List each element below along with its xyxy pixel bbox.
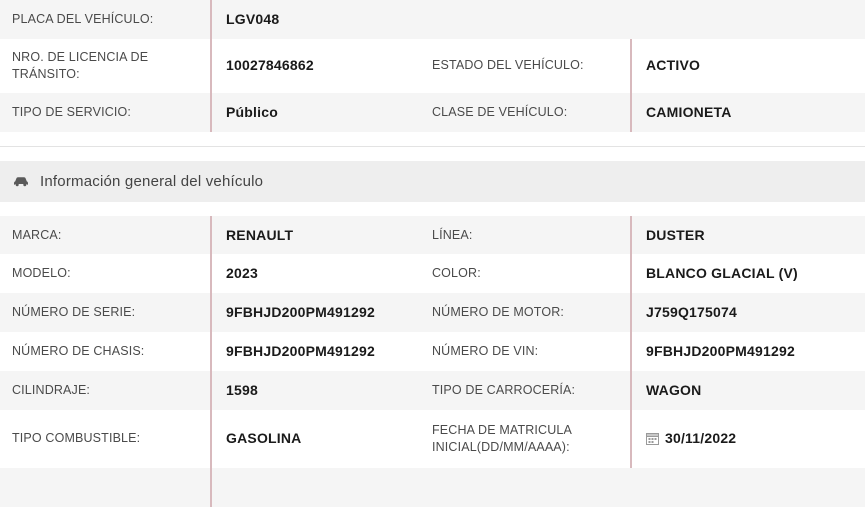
- table-row: [0, 410, 865, 468]
- field-value: CAMIONETA: [630, 93, 865, 132]
- table-row: [0, 254, 865, 293]
- date-value: 30/11/2022: [665, 430, 737, 447]
- field-value: LGV048: [210, 0, 865, 39]
- field-label: TIPO DE CARROCERÍA:: [432, 383, 576, 398]
- table-row: [0, 293, 865, 332]
- field-label: NÚMERO DE SERIE:: [12, 305, 136, 320]
- table-row: [0, 0, 865, 39]
- field-label: NÚMERO DE MOTOR:: [432, 305, 565, 320]
- table-row: [0, 332, 865, 371]
- car-icon: [12, 174, 30, 188]
- table-row: [0, 93, 865, 132]
- field-label: PLACA DEL VEHÍCULO:: [12, 12, 154, 26]
- field-value: 9FBHJD200PM491292: [630, 332, 865, 371]
- field-value-date: [630, 410, 865, 468]
- field-label: TIPO COMBUSTIBLE:: [12, 431, 141, 446]
- block-gap: [0, 132, 865, 146]
- field-value: ACTIVO: [630, 39, 865, 93]
- field-label: ESTADO DEL VEHÍCULO:: [432, 58, 584, 73]
- field-value: 2023: [210, 254, 422, 293]
- field-label: NÚMERO DE CHASIS:: [12, 344, 145, 359]
- table-row: [0, 371, 865, 410]
- field-value: RENAULT: [210, 216, 422, 255]
- section-title: Información general del vehículo: [40, 172, 264, 190]
- table-row: [0, 216, 865, 255]
- field-value: 1598: [210, 371, 422, 410]
- field-value: BLANCO GLACIAL (V): [630, 254, 865, 293]
- field-label: MODELO:: [12, 266, 71, 281]
- field-label: FECHA DE MATRICULA INICIAL(DD/MM/AAAA):: [432, 422, 572, 454]
- section-header: [0, 161, 865, 202]
- field-value: WAGON: [630, 371, 865, 410]
- block-gap: [0, 202, 865, 216]
- field-label: TIPO DE SERVICIO:: [12, 104, 132, 119]
- field-value: Público: [210, 93, 422, 132]
- field-label: CLASE DE VEHÍCULO:: [432, 104, 568, 119]
- field-value: 10027846862: [210, 39, 422, 93]
- block-gap: [0, 147, 865, 161]
- field-label: COLOR:: [432, 266, 481, 281]
- field-label: NÚMERO DE VIN:: [432, 344, 539, 359]
- calendar-icon: [646, 432, 659, 445]
- field-value: GASOLINA: [210, 410, 422, 468]
- table-row: [0, 39, 865, 93]
- spacer: [422, 468, 865, 507]
- field-value: 9FBHJD200PM491292: [210, 293, 422, 332]
- field-value: DUSTER: [630, 216, 865, 255]
- field-value: J759Q175074: [630, 293, 865, 332]
- field-label: MARCA:: [12, 227, 62, 242]
- field-label: [0, 468, 210, 507]
- field-value: [210, 468, 422, 507]
- field-label: LÍNEA:: [432, 227, 473, 242]
- field-value: 9FBHJD200PM491292: [210, 332, 422, 371]
- field-label: NRO. DE LICENCIA DE TRÁNSITO:: [12, 49, 149, 81]
- field-label: CILINDRAJE:: [12, 383, 91, 398]
- table-row-partial: [0, 468, 865, 507]
